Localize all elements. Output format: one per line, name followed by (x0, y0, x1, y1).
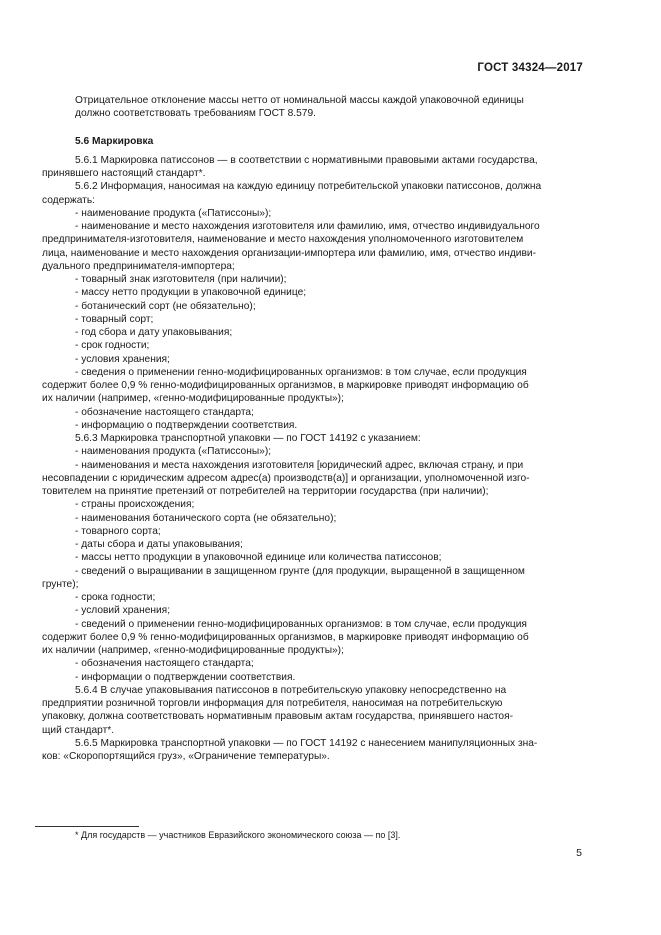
text-line: 5.6.3 Маркировка транспортной упаковки — по ГОСТ 14192 с указанием: (75, 433, 421, 444)
list-item: - товарного сорта; (75, 525, 161, 537)
text-line: предприятии розничной торговли информация для потребителя, наносимая на потребительскую (42, 698, 503, 709)
list-item: - условий хранения; (75, 605, 171, 617)
text-line: содержать: (42, 194, 95, 206)
text-line: их наличии (например, «генно-модифицированные продукты»); (42, 645, 344, 656)
text-line: 5.6.5 Маркировка транспортной упаковки — по ГОСТ 14192 с нанесением манипуляционных зна- (75, 737, 538, 749)
list-item: - сведений о применении генно-модифицированных организмов: в том случае, если продукция (75, 618, 527, 630)
text-line: принявшего настоящий стандарт*. (42, 168, 206, 179)
text-line: их наличии (например, «генно-модифицированные продукты»); (42, 393, 344, 405)
footnote: * Для государств — участников Евразийского экономического союза — по [3]. (75, 830, 401, 840)
text-line: товителем на принятие претензий от потребителей на территории государства (при наличии); (42, 486, 489, 497)
text-line: Отрицательное отклонение массы нетто от номинальной массы каждой упаковочной единицы (75, 95, 524, 106)
section-text (42, 154, 583, 764)
list-item: - обозначение настоящего стандарта; (75, 406, 254, 418)
list-item: - наименование продукта («Патиссоны»); (75, 207, 272, 219)
list-item: - наименование и место нахождения изготовителя или фамилию, имя, отчество индивидуального (75, 221, 540, 232)
list-item: - год сбора и дату упаковывания; (75, 327, 233, 338)
document-body (42, 94, 583, 763)
text-line: 5.6.4 В случае упаковывания патиссонов в потребительскую упаковку непосредственно на (75, 684, 507, 696)
document-code: ГОСТ 34324—2017 (477, 62, 583, 74)
text-line: 5.6.2 Информация, наносимая на каждую единицу потребительской упаковки патиссонов, должна (75, 181, 542, 193)
list-item: - условия хранения; (75, 353, 170, 365)
text-line: должно соответствовать требованиям ГОСТ 8.579. (75, 108, 316, 120)
text-line: несовпадении с юридическим адресом адрес(а) производств(а)] и организации, уполномоченной изго- (42, 472, 530, 484)
page-number: 5 (576, 847, 582, 859)
text-line: 5.6.1 Маркировка патиссонов — в соответствии с нормативными правовыми актами государства, (75, 154, 538, 166)
list-item: - сведения о применении генно-модифицированных организмов: в том случае, если продукция (75, 366, 527, 378)
list-item: - товарный сорт; (75, 313, 154, 325)
text-line: содержит более 0,9 % генно-модифицированных организмов, в маркировке приводят информацию об (42, 380, 529, 391)
text-line: ков: «Скоропортящийся груз», «Ограничение температуры». (42, 751, 330, 762)
list-item: - ботанический сорт (не обязательно); (75, 300, 256, 312)
list-item: - наименования и места нахождения изготовителя [юридический адрес, включая страну, и при (75, 459, 524, 471)
list-item: - обозначения настоящего стандарта; (75, 658, 254, 670)
footnote-divider (35, 826, 139, 827)
list-item: - массы нетто продукции в упаковочной единице или количества патиссонов; (75, 552, 442, 564)
text-line: щий стандарт*. (42, 724, 115, 736)
list-item: - срока годности; (75, 592, 156, 603)
list-item: - наименования ботанического сорта (не обязательно); (75, 512, 337, 524)
list-item: - даты сбора и даты упаковывания; (75, 539, 243, 550)
text-line: содержит более 0,9 % генно-модифицированных организмов, в маркировке приводят информацию об (42, 631, 529, 643)
text-line: предпринимателя-изготовителя, наименование и место нахождения уполномоченного изготовителем (42, 234, 524, 246)
list-item: - страны происхождения; (75, 499, 195, 511)
list-item: - товарный знак изготовителя (при наличии); (75, 274, 287, 285)
list-item: - наименования продукта («Патиссоны»); (75, 446, 272, 458)
list-item: - сведений о выращивании в защищенном грунте (для продукции, выращенной в защищенном (75, 565, 525, 577)
list-item: - информацию о подтверждении соответствия. (75, 419, 298, 431)
list-item: - срок годности; (75, 340, 150, 352)
section-title: 5.6 Маркировка (75, 135, 154, 147)
text-line: лица, наименование и место нахождения организации-импортера или фамилию, имя, отчество индиви- (42, 247, 536, 259)
list-item: - информации о подтверждении соответствия. (75, 671, 296, 683)
text-line: дуального предпринимателя-импортера; (42, 260, 235, 272)
list-item: - массу нетто продукции в упаковочной единице; (75, 287, 307, 299)
text-line: грунте); (42, 578, 79, 590)
text-line: упаковку, должна соответствовать нормативным правовым актам государства, принявшего настоя- (42, 711, 513, 723)
